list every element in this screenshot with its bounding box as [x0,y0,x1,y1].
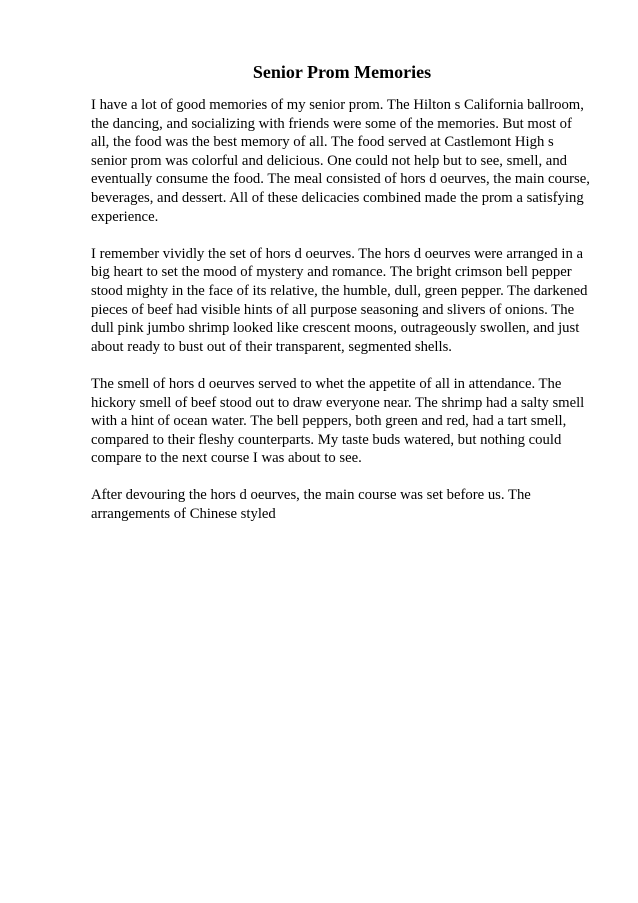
paragraph-2 [91,245,591,357]
text-line: pieces of beef had visible hints of all purpose seasoning and slivers of onions. The [91,301,575,318]
text-line: big heart to set the mood of mystery and romance. The bright crimson bell pepper [91,264,572,281]
text-line: I remember vividly the set of hors d oeurves. The hors d oeurves were arranged in a [91,245,584,262]
paragraph-4 [91,486,591,523]
text-line: dull pink jumbo shrimp looked like crescent moons, outrageously swollen, and just [91,320,580,337]
text-line: eventually consume the food. The meal consisted of hors d oeurves, the main course, [91,171,590,188]
text-line: hickory smell of beef stood out to draw everyone near. The shrimp had a salty smell [91,394,585,411]
text-line: arrangements of Chinese styled [91,506,276,523]
document-body [91,96,591,542]
document-title: Senior Prom Memories [252,62,432,82]
text-line: I have a lot of good memories of my senior prom. The Hilton s California ballroom, [91,97,584,113]
text-line: with a hint of ocean water. The bell peppers, both green and red, had a tart smell, [91,413,567,430]
text-line: beverages, and dessert. All of these delicacies combined made the prom a satisfying [91,189,584,206]
text-line: After devouring the hors d oeurves, the main course was set before us. The [91,487,531,504]
paragraph-1 [91,96,591,226]
text-line: the dancing, and socializing with friends were some of the memories. But most of [91,115,572,132]
text-line: stood mighty in the face of its relative, the humble, dull, green pepper. The darkened [91,282,588,299]
text-line: about ready to bust out of their transparent, segmented shells. [91,338,452,355]
text-line: all, the food was the best memory of all. The food served at Castlemont High s [91,134,554,151]
text-line: compare to the next course I was about to see. [91,450,362,467]
text-line: experience. [91,208,159,225]
paragraph-3 [91,375,591,468]
text-line: compared to their fleshy counterparts. My taste buds watered, but nothing could [91,431,562,448]
text-line: senior prom was colorful and delicious. One could not help but to see, smell, and [91,152,568,169]
text-line: The smell of hors d oeurves served to whet the appetite of all in attendance. The [91,375,562,392]
